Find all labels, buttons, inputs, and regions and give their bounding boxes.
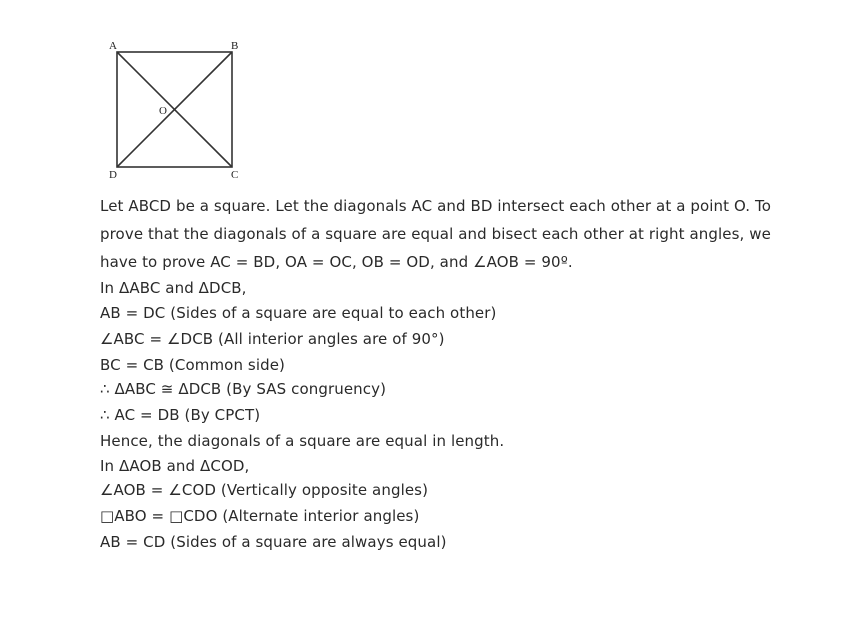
proof-line: Hence, the diagonals of a square are equal in length. — [100, 432, 505, 450]
vertex-label-c: C — [231, 169, 239, 181]
square-diagram-svg — [100, 34, 250, 184]
vertex-label-a: A — [109, 40, 117, 52]
proof-line: ∴ AC = DB (By CPCT) — [100, 406, 261, 424]
proof-line: In ΔABC and ΔDCB, — [100, 279, 247, 297]
proof-line: AB = CD (Sides of a square are always equal) — [100, 533, 447, 551]
square-diagram — [100, 34, 250, 184]
proof-line: AB = DC (Sides of a square are equal to each other) — [100, 303, 497, 322]
vertex-label-d: D — [109, 169, 117, 181]
proof-line: ∠ABC = ∠DCB (All interior angles are of 90°) — [100, 329, 445, 348]
proof-text — [100, 192, 810, 555]
proof-line: ∴ ΔABC ≅ ΔDCB (By SAS congruency) — [100, 380, 387, 398]
proof-line: BC = CB (Common side) — [100, 355, 286, 374]
proof-line: ∠AOB = ∠COD (Vertically opposite angles) — [100, 481, 429, 499]
proof-line: In ΔAOB and ΔCOD, — [100, 456, 250, 475]
vertex-label-b: B — [231, 40, 239, 52]
intersection-label-o: O — [159, 105, 167, 117]
intro-paragraph: Let ABCD be a square. Let the diagonals AC and BD intersect each other at a point O. To prove that the diagonals of a square are equal and bisect each other at right angles, we have to prove AC = BD, OA = OC, OB = OD, and ∠AOB = 90º. — [100, 197, 771, 271]
proof-line: □ABO = □CDO (Alternate interior angles) — [100, 507, 420, 525]
